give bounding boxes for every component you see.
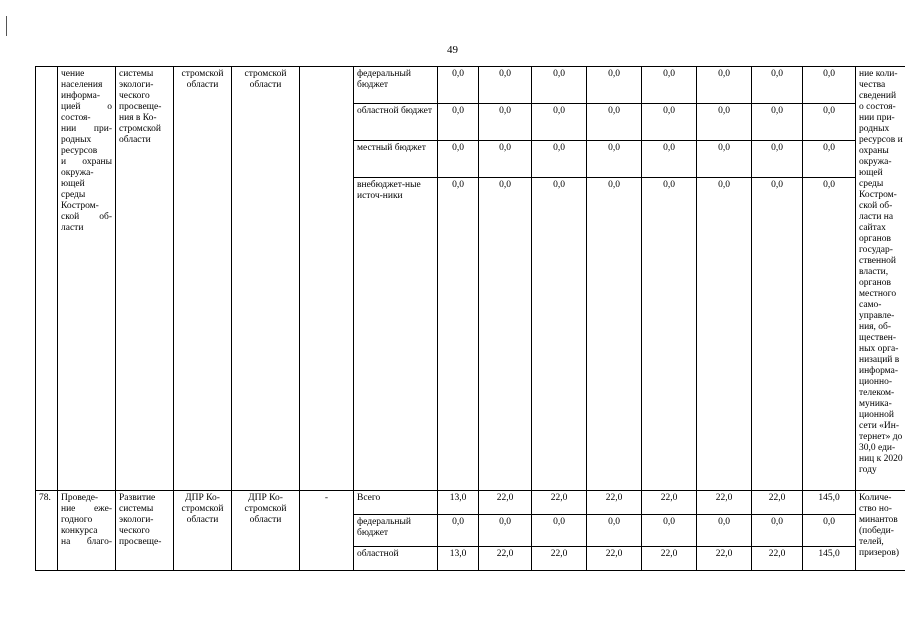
cell-value: 0,0 — [803, 104, 856, 141]
cell-source: федеральный бюджет — [354, 67, 438, 104]
cell-value: 22,0 — [752, 547, 803, 571]
cell-value: 0,0 — [438, 67, 479, 104]
page-number: 49 — [447, 44, 458, 56]
cell-value: 0,0 — [642, 104, 697, 141]
cell-value: 0,0 — [438, 515, 479, 547]
cell-value: 0,0 — [697, 178, 752, 491]
cell-value: 0,0 — [479, 178, 532, 491]
cell-blank — [300, 67, 354, 491]
cell-value: 0,0 — [642, 67, 697, 104]
cell-value: 0,0 — [587, 141, 642, 178]
cell-value: 0,0 — [803, 67, 856, 104]
cell-value: 22,0 — [532, 547, 587, 571]
cell-expected-result: Количе- ство но- минантов (победи- телей, призеров) — [856, 491, 905, 571]
cell-value: 0,0 — [697, 141, 752, 178]
cell-source: внебюджет-ные источ-ники — [354, 178, 438, 491]
cell-value: 0,0 — [532, 141, 587, 178]
cell-value: 0,0 — [752, 141, 803, 178]
cell-source: местный бюджет — [354, 141, 438, 178]
cell-value: 22,0 — [697, 547, 752, 571]
cell-value: 0,0 — [697, 67, 752, 104]
cell-value: 0,0 — [642, 515, 697, 547]
cell-source: областной — [354, 547, 438, 571]
cell-value: 0,0 — [697, 515, 752, 547]
cell-value: 22,0 — [479, 491, 532, 515]
cell-source: Всего — [354, 491, 438, 515]
cell-value: 0,0 — [752, 515, 803, 547]
cell-executor: стромской области — [232, 67, 300, 491]
cell-value: 22,0 — [587, 491, 642, 515]
budget-table — [35, 66, 905, 571]
table-row-continued — [36, 67, 905, 104]
cell-value: 0,0 — [532, 104, 587, 141]
cell-event-name: Проведе- ние еже- годного конкурса на благо- — [58, 491, 116, 571]
cell-value: 22,0 — [642, 547, 697, 571]
cell-event-name: чение населения информа- цией о состоя- нии при- родных ресурсов и охраны окружа- ющей среды Костром- ской об- ласти — [58, 67, 116, 491]
cell-value: 0,0 — [642, 178, 697, 491]
cell-value: 0,0 — [479, 67, 532, 104]
cell-source: областной бюджет — [354, 104, 438, 141]
cell-value: 13,0 — [438, 491, 479, 515]
cell-expected-result: ние коли- чества сведений о состоя- нии при- родных ресурсов и охраны окружа- ющей среды Костром- ской об- ласти на сайтах органов государ- ственной власти, органов местного само- управле- ния, об- ществен- ных орга- низаций в информа- ционно- телеком- муника- ционной сети «Ин- тернет» до 30,0 еди- ниц к 2020 году — [856, 67, 905, 491]
cell-value: 0,0 — [752, 67, 803, 104]
cell-value: 0,0 — [532, 67, 587, 104]
cell-value: 0,0 — [479, 515, 532, 547]
cell-value: 0,0 — [438, 178, 479, 491]
cell-value: 0,0 — [697, 104, 752, 141]
cell-value: 22,0 — [479, 547, 532, 571]
cell-value: 0,0 — [479, 141, 532, 178]
cell-number: 78. — [36, 491, 58, 571]
cell-number — [36, 67, 58, 491]
cell-dash: - — [300, 491, 354, 571]
cell-value: 22,0 — [587, 547, 642, 571]
cell-value: 0,0 — [752, 104, 803, 141]
cell-value: 0,0 — [438, 104, 479, 141]
cell-value: 145,0 — [803, 491, 856, 515]
cell-value: 0,0 — [803, 141, 856, 178]
cell-value: 0,0 — [438, 141, 479, 178]
cell-value: 13,0 — [438, 547, 479, 571]
cell-executor: ДПР Ко- стромской области — [232, 491, 300, 571]
cell-value: 22,0 — [642, 491, 697, 515]
cell-value: 0,0 — [642, 141, 697, 178]
scan-edge-mark — [6, 16, 7, 36]
cell-value: 0,0 — [532, 178, 587, 491]
cell-value: 145,0 — [803, 547, 856, 571]
cell-value: 0,0 — [587, 178, 642, 491]
cell-customer: стромской области — [174, 67, 232, 491]
cell-value: 22,0 — [752, 491, 803, 515]
cell-value: 0,0 — [587, 515, 642, 547]
cell-value: 0,0 — [587, 104, 642, 141]
cell-task: системы экологи- ческого просвеще- ния в Ко- стромской области — [116, 67, 174, 491]
cell-customer: ДПР Ко- стромской области — [174, 491, 232, 571]
cell-task: Развитие системы экологи- ческого просвеще- — [116, 491, 174, 571]
cell-value: 0,0 — [479, 104, 532, 141]
cell-value: 0,0 — [803, 515, 856, 547]
cell-value: 22,0 — [532, 491, 587, 515]
cell-value: 0,0 — [587, 67, 642, 104]
cell-value: 0,0 — [752, 178, 803, 491]
cell-value: 0,0 — [532, 515, 587, 547]
cell-source: федеральный бюджет — [354, 515, 438, 547]
table-row-78 — [36, 491, 905, 515]
cell-value: 0,0 — [803, 178, 856, 491]
cell-value: 22,0 — [697, 491, 752, 515]
